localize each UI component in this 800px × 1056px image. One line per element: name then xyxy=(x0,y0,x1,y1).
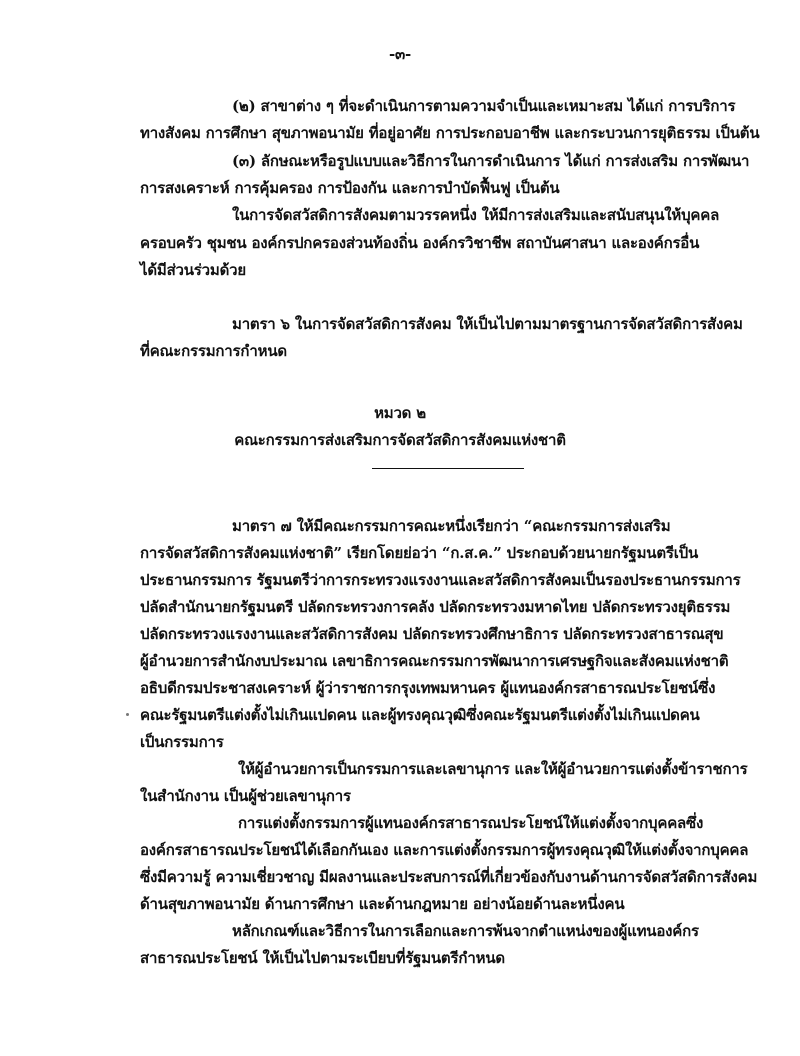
text-line: องค์กรสาธารณประโยชน์ได้เลือกกันเอง และการแต่งตั้งกรรมการผู้ทรงคุณวุฒิให้แต่งตั้งจากบุคคล xyxy=(140,841,749,859)
text-line: คณะรัฐมนตรีแต่งตั้งไม่เกินแปดคน และผู้ทรงคุณวุฒิซึ่งคณะรัฐมนตรีแต่งตั้งไม่เกินแปดคน xyxy=(140,706,700,724)
section-6-line: มาตรา ๖ ในการจัดสวัสดิการสังคม ให้เป็นไปตามมาตรฐานการจัดสวัสดิการสังคม xyxy=(232,315,743,333)
page-number: -๓- xyxy=(388,45,412,63)
text-line: ผู้อำนวยการสำนักงบประมาณ เลขาธิการคณะกรรมการพัฒนาการเศรษฐกิจและสังคมแห่งชาติ xyxy=(140,652,729,670)
text-line: ได้มีส่วนร่วมด้วย xyxy=(140,261,246,279)
text-line: ปลัดสำนักนายกรัฐมนตรี ปลัดกระทรวงการคลัง ปลัดกระทรวงมหาดไทย ปลัดกระทรวงยุติธรรม xyxy=(140,598,731,616)
text-line: ประธานกรรมการ รัฐมนตรีว่าการกระทรวงแรงงานและสวัสดิการสังคมเป็นรองประธานกรรมการ xyxy=(140,571,741,589)
text-line: ที่คณะกรรมการกำหนด xyxy=(140,342,287,360)
text-line: ในสำนักงาน เป็นผู้ช่วยเลขานุการ xyxy=(140,787,351,805)
chapter-title: คณะกรรมการส่งเสริมการจัดสวัสดิการสังคมแห่งชาติ xyxy=(234,431,566,449)
text-line: ทางสังคม การศึกษา สุขภาพอนามัย ที่อยู่อาศัย การประกอบอาชีพ และกระบวนการยุติธรรม เป็นต้น xyxy=(140,124,760,142)
text-line: การแต่งตั้งกรรมการผู้แทนองค์กรสาธารณประโยชน์ให้แต่งตั้งจากบุคคลซึ่ง xyxy=(238,814,704,832)
text-line: สาธารณประโยชน์ ให้เป็นไปตามระเบียบที่รัฐมนตรีกำหนด xyxy=(140,949,505,967)
text-line: ด้านสุขภาพอนามัย ด้านการศึกษา และด้านกฎหมาย อย่างน้อยด้านละหนึ่งคน xyxy=(140,895,625,913)
text-line: การจัดสวัสดิการสังคมแห่งชาติ” เรียกโดยย่อว่า “ก.ส.ค.” ประกอบด้วยนายกรัฐมนตรีเป็น xyxy=(140,544,699,562)
text-line: ให้ผู้อำนวยการเป็นกรรมการและเลขานุการ และให้ผู้อำนวยการแต่งตั้งข้าราชการ xyxy=(238,760,748,778)
text-line: ครอบครัว ชุมชน องค์กรปกครองส่วนท้องถิ่น องค์กรวิชาชีพ สถาบันศาสนา และองค์กรอื่น xyxy=(140,234,700,252)
text-line: ในการจัดสวัสดิการสังคมตามวรรคหนึ่ง ให้มีการส่งเสริมและสนับสนุนให้บุคคล xyxy=(232,206,720,224)
text-line: (๓) ลักษณะหรือรูปแบบและวิธีการในการดำเนินการ ได้แก่ การส่งเสริม การพัฒนา xyxy=(232,152,750,170)
text-line: เป็นกรรมการ xyxy=(140,733,224,751)
section-7-line: มาตรา ๗ ให้มีคณะกรรมการคณะหนึ่งเรียกว่า “คณะกรรมการส่งเสริม xyxy=(232,517,671,535)
text-line: (๒) สาขาต่าง ๆ ที่จะดำเนินการตามความจำเป็นและเหมาะสม ได้แก่ การบริการ xyxy=(232,97,736,115)
text-line: ปลัดกระทรวงแรงงานและสวัสดิการสังคม ปลัดกระทรวงศึกษาธิการ ปลัดกระทรวงสาธารณสุข xyxy=(140,625,724,643)
heading-underline xyxy=(372,468,524,469)
text-line: การสงเคราะห์ การคุ้มครอง การป้องกัน และการบำบัดฟื้นฟู เป็นต้น xyxy=(140,179,560,197)
text-line: อธิบดีกรมประชาสงเคราะห์ ผู้ว่าราชการกรุงเทพมหานคร ผู้แทนองค์กรสาธารณประโยชน์ซึ่ง xyxy=(140,679,716,697)
scan-speck xyxy=(126,713,129,716)
text-line: หลักเกณฑ์และวิธีการในการเลือกและการพ้นจากตำแหน่งของผู้แทนองค์กร xyxy=(232,922,699,940)
text-line: ซึ่งมีความรู้ ความเชี่ยวชาญ มีผลงานและประสบการณ์ที่เกี่ยวข้องกับงานด้านการจัดสวัสดิการสังคม xyxy=(140,868,758,886)
chapter-heading: หมวด ๒ xyxy=(374,404,426,422)
